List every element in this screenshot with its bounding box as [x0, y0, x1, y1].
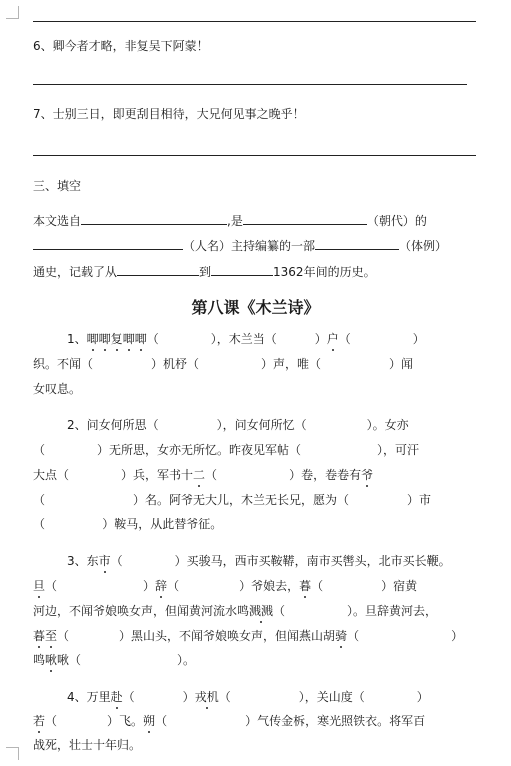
dotted-character: 骑	[335, 629, 348, 643]
text-fragment: 本文选自	[33, 214, 82, 228]
crop-mark-top-left	[6, 6, 19, 19]
text-fragment: ）	[412, 332, 425, 346]
p2-line-2	[33, 442, 419, 458]
question-6: 6、卿今者才略，非复吴下阿蒙！	[33, 39, 209, 53]
text-fragment: （	[45, 579, 58, 593]
dotted-character: 暮	[33, 629, 46, 643]
text-fragment: （	[338, 332, 351, 346]
text-fragment: （朝代）的	[366, 214, 427, 228]
dotted-character: 旦	[33, 579, 46, 593]
fill-line-3	[33, 264, 376, 280]
text-fragment: （	[155, 714, 168, 728]
dotted-character: 至	[45, 629, 58, 643]
fill-line-1	[33, 213, 427, 229]
answer-line	[33, 84, 467, 85]
text-fragment: ）气传金柝，寒光照铁衣。将军百	[245, 714, 426, 728]
p1-line-1	[67, 331, 425, 347]
dotted-character: 鸣啾啾	[33, 653, 70, 667]
text-fragment: （	[57, 629, 70, 643]
dotted-character: 戎机	[194, 690, 219, 704]
text-fragment: ），关山度（	[298, 690, 365, 704]
answer-line	[33, 21, 476, 22]
text-fragment: 1、	[67, 332, 87, 346]
p2-line-4	[33, 492, 431, 508]
text-fragment: ）爷娘去，	[239, 579, 300, 593]
dotted-character: 唧	[122, 332, 135, 346]
blank[interactable]	[315, 238, 399, 250]
text-fragment: （体例）	[399, 239, 448, 253]
text-fragment: ）	[314, 332, 327, 346]
dotted-character: 市	[98, 554, 111, 568]
text-fragment: ）	[416, 690, 429, 704]
dotted-character: 复	[110, 332, 123, 346]
blank[interactable]	[81, 213, 227, 225]
text-fragment: ）黑山头，不闻爷娘唤女声，但闻燕山胡	[119, 629, 336, 643]
lesson-title: 第八课《木兰诗》	[191, 298, 320, 317]
text-fragment: ）宿黄	[381, 579, 418, 593]
text-fragment: ）买骏马，西市买鞍鞯，南市买辔头，北市买长鞭。	[174, 554, 451, 568]
text-fragment: ）名。阿爷无大儿，木兰无长兄，愿为（	[133, 493, 350, 507]
text-fragment: （	[273, 604, 286, 618]
dotted-character: 唧	[134, 332, 147, 346]
p2-line-3	[33, 467, 373, 483]
text-fragment: ）闻	[389, 357, 414, 371]
text-fragment: （	[218, 690, 231, 704]
answer-line	[33, 155, 476, 156]
text-fragment: （	[45, 714, 58, 728]
text-fragment: ）声，唯（	[261, 357, 322, 371]
p3-line-4	[33, 628, 463, 644]
p3-line-3	[33, 603, 437, 619]
text-fragment: 织。不闻（	[33, 357, 94, 371]
p4-line-1	[67, 689, 429, 705]
text-fragment: 大点（	[33, 468, 70, 482]
dotted-character: 朔	[143, 714, 156, 728]
dotted-character: 溅溅	[249, 604, 274, 618]
text-fragment: ）	[143, 579, 156, 593]
blank[interactable]	[243, 213, 367, 225]
text-fragment: （	[69, 653, 82, 667]
p3-line-1	[67, 553, 451, 569]
text-fragment: 1362年间的历史。	[273, 265, 376, 279]
question-7: 7、士别三日，即更刮目相待，大兄何见事之晚乎！	[33, 107, 305, 121]
dotted-character: 赴	[110, 690, 123, 704]
text-fragment: 河边，不闻爷娘唤女声，但闻黄河流水鸣	[33, 604, 250, 618]
text-fragment: 4、万里	[67, 690, 111, 704]
dotted-character: 暮	[299, 579, 312, 593]
text-fragment: ）市	[407, 493, 432, 507]
p4-line-2	[33, 713, 425, 729]
text-fragment: ）兵，军书十	[121, 468, 194, 482]
dotted-character: 爷	[361, 468, 374, 482]
p2-line-1	[67, 417, 409, 433]
text-fragment: ），问女何所忆（	[216, 418, 307, 432]
text-fragment: ）。	[177, 653, 196, 667]
text-fragment: （	[33, 443, 46, 457]
p1-line-3: 女叹息。	[33, 382, 82, 396]
p2-line-5: （ ）鞍马，从此替爷征。	[33, 517, 223, 531]
blank[interactable]	[117, 264, 199, 276]
crop-mark-bottom-left	[6, 747, 19, 760]
text-fragment: （	[205, 468, 218, 482]
blank[interactable]	[211, 264, 273, 276]
text-fragment: ），可汗	[377, 443, 420, 457]
text-fragment: ）。旦辞黄河去，	[347, 604, 438, 618]
text-fragment: ）无所思，女亦无所忆。昨夜见军帖（	[97, 443, 302, 457]
dotted-character: 二	[193, 468, 206, 482]
text-fragment: ）卷，卷卷有	[289, 468, 362, 482]
dotted-character: 唧	[86, 332, 99, 346]
p3-line-2	[33, 578, 417, 594]
dotted-character: 唧	[98, 332, 111, 346]
text-fragment: 到	[199, 265, 212, 279]
text-fragment: 通史，记载了从	[33, 265, 118, 279]
p3-line-5	[33, 652, 195, 668]
text-fragment: （	[167, 579, 180, 593]
text-fragment: ）机杼（	[151, 357, 200, 371]
dotted-character: 户	[326, 332, 339, 346]
text-fragment: 2、问女何所思（	[67, 418, 159, 432]
text-fragment: （	[33, 493, 46, 507]
text-fragment: 3、东	[67, 554, 99, 568]
text-fragment: （	[122, 690, 135, 704]
p1-line-2	[33, 356, 413, 372]
dotted-character: 辞	[155, 579, 168, 593]
section-heading: 三、填空	[33, 179, 82, 193]
text-fragment: （人名）主持编纂的一部	[183, 239, 316, 253]
text-fragment: （	[347, 629, 360, 643]
text-fragment: ）飞。	[107, 714, 144, 728]
text-fragment: （	[146, 332, 159, 346]
dotted-character: 若	[33, 714, 46, 728]
text-fragment: ）	[451, 629, 464, 643]
text-fragment: （	[110, 554, 123, 568]
p4-line-3: 战死，壮士十年归。	[33, 738, 142, 752]
text-fragment: （	[311, 579, 324, 593]
blank[interactable]	[33, 238, 183, 250]
text-fragment: ），木兰当（	[210, 332, 277, 346]
fill-line-2	[33, 238, 447, 254]
text-fragment: ）。女亦	[366, 418, 409, 432]
text-fragment: ）	[182, 690, 195, 704]
text-fragment: ,是	[227, 214, 243, 228]
